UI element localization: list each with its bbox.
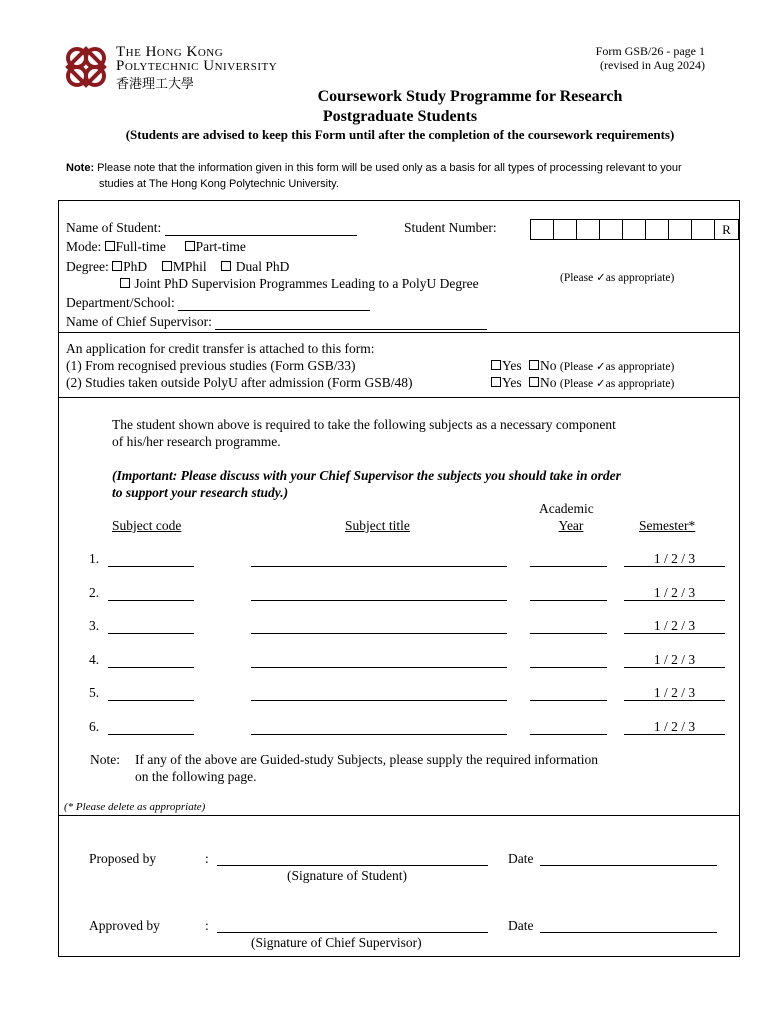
student-number-digit[interactable] (646, 220, 669, 239)
semester-options[interactable]: 1 / 2 / 3 (653, 685, 696, 700)
col-header-semester (639, 518, 695, 534)
credit-2-no-checkbox[interactable] (529, 377, 539, 387)
student-number-digit[interactable] (554, 220, 577, 239)
subject-code-field[interactable] (108, 600, 194, 601)
guided-note-label: Note: (90, 752, 120, 767)
student-number-label: Student Number: (404, 220, 497, 235)
note-text-1: Please note that the information given in this form will be used only as a basis for all types of processing relevant to your (97, 162, 682, 174)
subject-title-field[interactable] (251, 566, 507, 567)
proposed-date-line[interactable] (540, 865, 717, 866)
supervisor-row (66, 314, 487, 330)
supervisor-signature-caption: (Signature of Chief Supervisor) (251, 935, 422, 950)
dual-phd-checkbox[interactable] (221, 261, 231, 271)
logo-text-line1: The Hong Kong (116, 44, 224, 60)
academic-year-field[interactable] (530, 667, 607, 668)
proposed-by-label: Proposed by (89, 851, 157, 866)
academic-year-field[interactable] (530, 566, 607, 567)
credit-item-1: (1) From recognised previous studies (Form GSB/33) (66, 358, 356, 373)
supervisor-field[interactable] (215, 315, 487, 330)
subject-code-field[interactable] (108, 734, 194, 735)
student-number-boxes[interactable] (530, 219, 739, 240)
credit-2-tick-hint: (Please ✓as appropriate) (559, 378, 675, 390)
section-divider (59, 815, 739, 816)
approved-colon: : (205, 918, 209, 933)
logo-text-chinese: 香港理工大學 (116, 76, 195, 91)
student-number-suffix: R (722, 222, 731, 237)
semester-options[interactable]: 1 / 2 / 3 (653, 585, 696, 600)
part-time-label: Part-time (195, 239, 246, 254)
approved-date-line[interactable] (540, 932, 717, 933)
form-reference (505, 44, 705, 72)
full-time-label: Full-time (115, 239, 166, 254)
note-text-2: studies at The Hong Kong Polytechnic University. (99, 178, 339, 190)
student-signature-line[interactable] (217, 865, 488, 866)
subject-title-field[interactable] (251, 633, 507, 634)
department-field[interactable] (178, 296, 370, 311)
credit-item-2-options (491, 375, 674, 391)
proposed-colon: : (205, 851, 209, 866)
yes-label: Yes (502, 358, 522, 373)
academic-year-field[interactable] (530, 700, 607, 701)
semester-options[interactable]: 1 / 2 / 3 (653, 652, 696, 667)
supervisor-label: Name of Chief Supervisor: (66, 314, 212, 329)
subject-title-field[interactable] (251, 734, 507, 735)
no-label: No (540, 375, 557, 390)
academic-year-field[interactable] (530, 600, 607, 601)
credit-1-no-checkbox[interactable] (529, 360, 539, 370)
guided-note-2: on the following page. (135, 769, 257, 784)
degree-tick-hint: (Please ✓as appropriate) (560, 272, 675, 284)
degree-label: Degree: (66, 259, 109, 274)
credit-intro: An application for credit transfer is attached to this form: (66, 341, 375, 356)
proposed-date-label: Date (508, 851, 534, 866)
guided-note-1: If any of the above are Guided-study Subjects, please supply the required information (135, 752, 598, 767)
form-box (58, 200, 740, 957)
joint-phd-checkbox[interactable] (120, 278, 130, 288)
subject-row-number: 5. (89, 685, 100, 700)
full-time-checkbox[interactable] (105, 241, 115, 251)
privacy-note (66, 160, 726, 192)
academic-year-field[interactable] (530, 633, 607, 634)
subject-row-number: 2. (89, 585, 100, 600)
credit-item-1-options (491, 358, 674, 374)
subject-title-field[interactable] (251, 667, 507, 668)
student-number-digit[interactable] (577, 220, 600, 239)
no-label: No (540, 358, 557, 373)
subject-row-number: 3. (89, 618, 100, 633)
student-name-label: Name of Student: (66, 220, 162, 235)
student-number-digit[interactable] (623, 220, 646, 239)
semester-options[interactable]: 1 / 2 / 3 (653, 618, 696, 633)
section-divider (59, 397, 739, 398)
col-header-subject-title: Subject title (345, 518, 410, 533)
mode-label: Mode: (66, 239, 102, 254)
credit-1-yes-checkbox[interactable] (491, 360, 501, 370)
approved-by-label: Approved by (89, 918, 160, 933)
academic-year-field[interactable] (530, 734, 607, 735)
dual-phd-label: Dual PhD (235, 259, 290, 274)
credit-2-yes-checkbox[interactable] (491, 377, 501, 387)
col-header-subject-code: Subject code (112, 518, 182, 533)
semester-header-text: Semester* (639, 518, 696, 533)
polyu-logo (62, 44, 322, 92)
col-header-year-line2: Year (558, 518, 584, 533)
phd-label: PhD (123, 259, 148, 274)
page-subtitle: (Students are advised to keep this Form until after the completion of the coursework requirements) (125, 127, 675, 142)
part-time-checkbox[interactable] (185, 241, 195, 251)
mode-row (66, 239, 246, 255)
yes-label: Yes (502, 375, 522, 390)
phd-checkbox[interactable] (112, 261, 122, 271)
subject-code-field[interactable] (108, 700, 194, 701)
semester-options[interactable]: 1 / 2 / 3 (653, 719, 696, 734)
subject-code-field[interactable] (108, 566, 194, 567)
student-number-digit[interactable] (692, 220, 715, 239)
subject-code-field[interactable] (108, 667, 194, 668)
subjects-intro-2: of his/her research programme. (112, 434, 281, 449)
important-note-1: (Important: Please discuss with your Chief Supervisor the subjects you should take in order (112, 468, 621, 483)
form-revised-date: (revised in Aug 2024) (600, 58, 705, 72)
student-signature-caption: (Signature of Student) (287, 868, 407, 883)
mphil-label: MPhil (172, 259, 207, 274)
student-number-digit[interactable] (669, 220, 692, 239)
page-title-line1: Coursework Study Programme for Research (317, 88, 623, 105)
semester-options[interactable]: 1 / 2 / 3 (653, 551, 696, 566)
supervisor-signature-line[interactable] (217, 932, 488, 933)
section-divider (59, 332, 739, 333)
footnote: (* Please delete as appropriate) (64, 801, 206, 813)
student-number-digit[interactable] (600, 220, 623, 239)
form-number: Form GSB/26 - page 1 (595, 44, 705, 58)
credit-1-tick-hint: (Please ✓as appropriate) (559, 361, 675, 373)
polyu-emblem-icon (62, 44, 112, 92)
student-number-digit[interactable] (531, 220, 554, 239)
joint-phd-row (120, 276, 479, 292)
subject-code-field[interactable] (108, 633, 194, 634)
degree-row (66, 259, 289, 275)
subject-row-number: 6. (89, 719, 100, 734)
student-name-field[interactable] (165, 221, 357, 236)
student-name-row (66, 220, 357, 236)
subject-title-field[interactable] (251, 600, 507, 601)
mphil-checkbox[interactable] (162, 261, 172, 271)
subject-title-field[interactable] (251, 700, 507, 701)
subject-row-number: 1. (89, 551, 100, 566)
subject-row-number: 4. (89, 652, 100, 667)
joint-phd-label: Joint PhD Supervision Programmes Leading to a PolyU Degree (134, 276, 479, 291)
logo-text-line2: Polytechnic University (116, 58, 278, 74)
note-label: Note: (66, 162, 95, 174)
department-label: Department/School: (66, 295, 175, 310)
subjects-intro-1: The student shown above is required to take the following subjects as a necessary component (112, 417, 616, 432)
credit-item-2: (2) Studies taken outside PolyU after admission (Form GSB/48) (66, 375, 413, 390)
approved-date-label: Date (508, 918, 534, 933)
col-header-year-line1: Academic (539, 501, 594, 516)
important-note-2: to support your research study.) (112, 485, 289, 500)
page-title-line2: Postgraduate Students (322, 108, 478, 125)
department-row (66, 295, 370, 311)
